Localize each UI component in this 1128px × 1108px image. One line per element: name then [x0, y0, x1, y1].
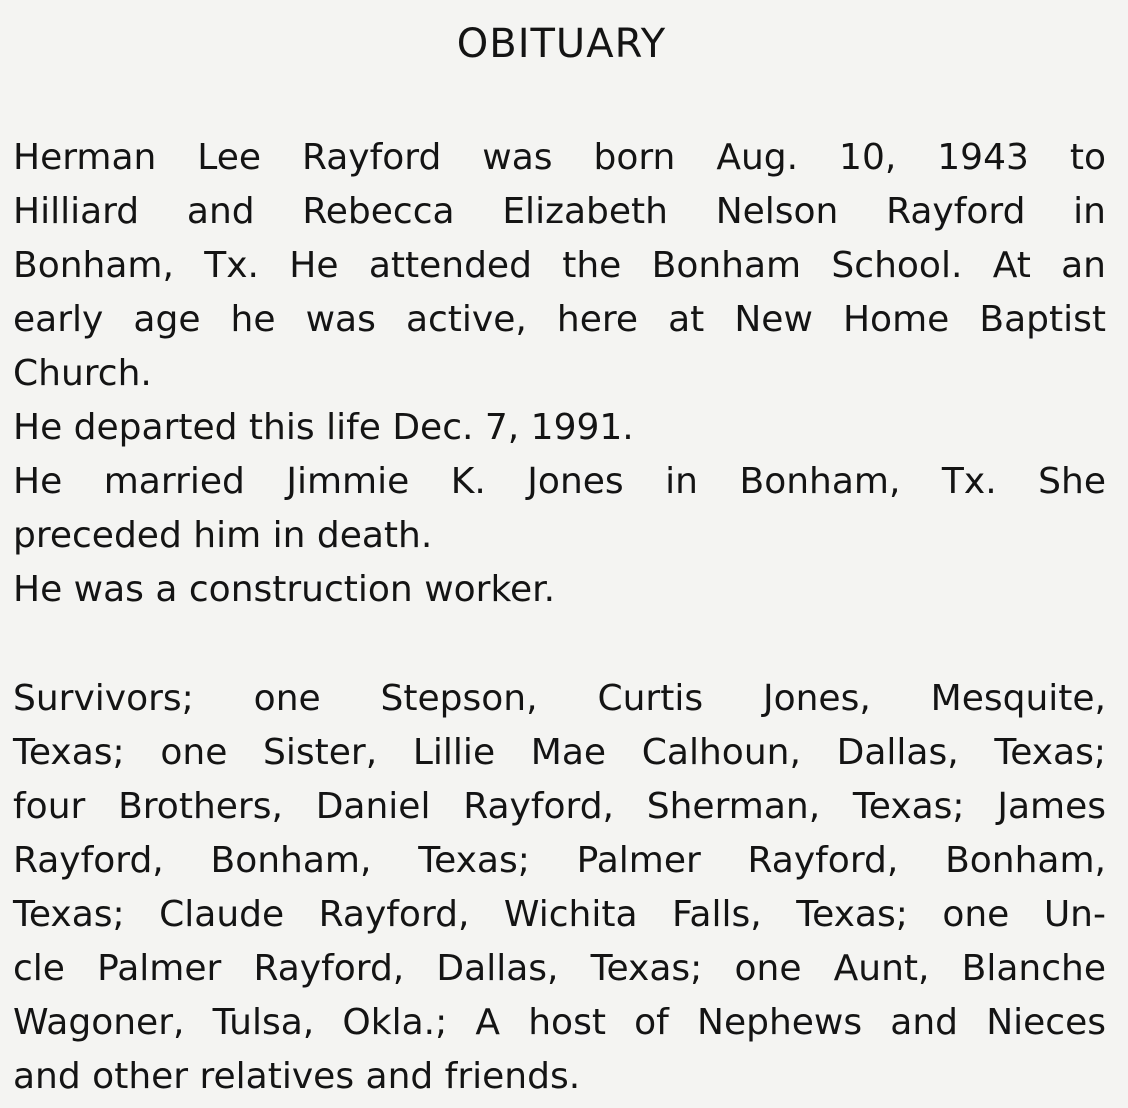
page-title: OBITUARY	[456, 21, 667, 67]
survivors-line: four Brothers, Daniel Rayford, Sherman, Texas; James	[13, 786, 1106, 827]
paragraph-line: Herman Lee Rayford was born Aug. 10, 1943 to	[13, 137, 1106, 178]
marriage-line: preceded him in death.	[13, 515, 433, 556]
survivors-line: and other relatives and friends.	[13, 1056, 581, 1097]
survivors-line: Texas; Claude Rayford, Wichita Falls, Texas; one Un-	[13, 894, 1106, 935]
paragraph-line: Church.	[13, 353, 152, 394]
occupation-line: He was a construction worker.	[13, 569, 556, 610]
paragraph-line: early age he was active, here at New Home Baptist	[13, 299, 1106, 340]
death-date-line: He departed this life Dec. 7, 1991.	[13, 407, 634, 448]
paragraph-line: Hilliard and Rebecca Elizabeth Nelson Rayford in	[13, 191, 1106, 232]
paragraph-line: Bonham, Tx. He attended the Bonham School. At an	[13, 245, 1106, 286]
survivors-line: cle Palmer Rayford, Dallas, Texas; one Aunt, Blanche	[13, 948, 1106, 989]
survivors-line: Wagoner, Tulsa, Okla.; A host of Nephews and Nieces	[13, 1002, 1106, 1043]
survivors-line: Texas; one Sister, Lillie Mae Calhoun, Dallas, Texas;	[13, 732, 1106, 773]
survivors-line: Rayford, Bonham, Texas; Palmer Rayford, Bonham,	[13, 840, 1106, 881]
survivors-line: Survivors; one Stepson, Curtis Jones, Mesquite,	[13, 678, 1106, 719]
marriage-line: He married Jimmie K. Jones in Bonham, Tx. She	[13, 461, 1106, 502]
